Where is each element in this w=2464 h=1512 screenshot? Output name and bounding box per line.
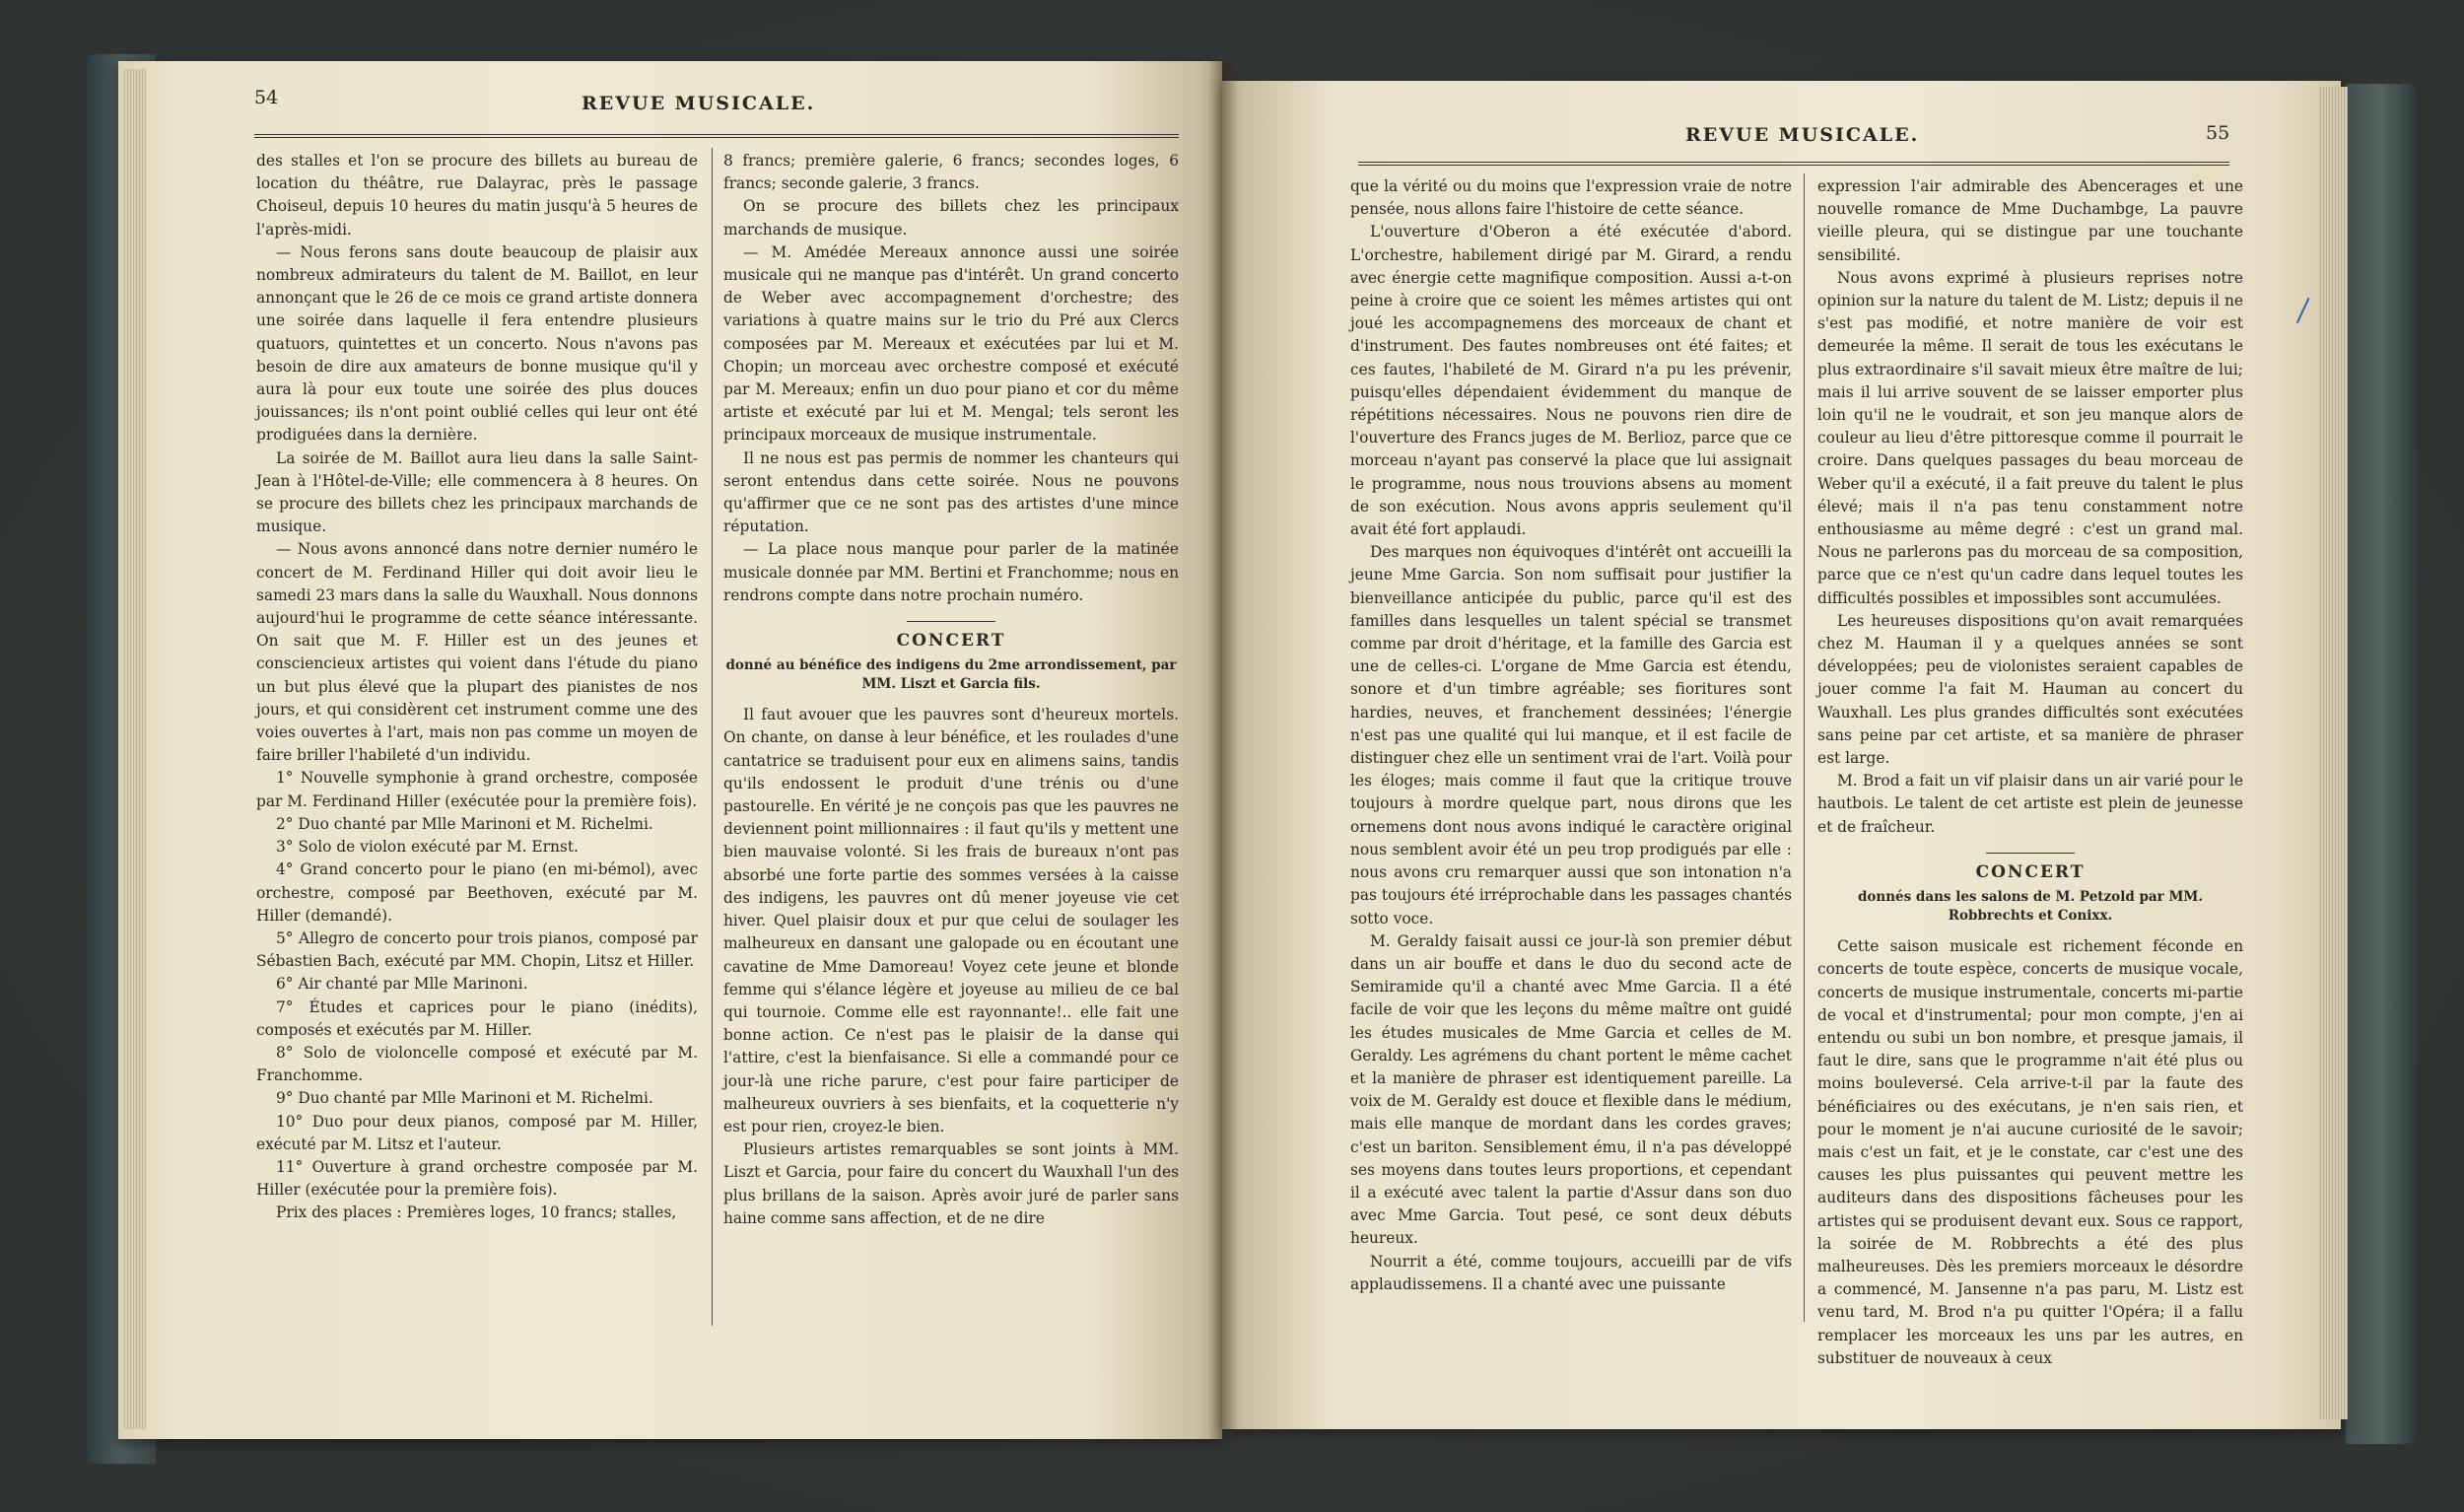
paragraph: M. Brod a fait un vif plaisir dans un air varié pour le hautbois. Le talent de cet artiste est plein de jeunesse et de fraîcheur. [1817,772,2243,836]
paragraph: expression l'air admirable des Abencerages et une nouvelle romance de Mme Duchambge, La pauvre vieille pleura, qui se distingue par une touchante sensibilité. [1817,177,2243,264]
paragraph: Cette saison musicale est richement féconde en concerts de toute espèce, concerts de musique vocale, concerts de musique instrumentale, concerts mi-partie de vocal et d'instrumental; pour mon compte, j'en ai entendu ou subi un bon nombre, et presque jamais, il faut le dire, sans que le programme n'ait été plus ou moins bouleversé. Cela arrive-t-il par la faute des bénéficiaires ou des exécutans, je n'en sais rien, et pour le moment je n'ai aucune curiosité de le savoir; mais c'est un fait, et je le constate, car c'est une des causes les plus puissantes qui peuvent mettre les auditeurs dans des dispositions fâcheuses pour les artistes qui se produisent devant eux. Sous ce rapport, la soirée de M. Robbrechts a été des plus malheureuses. Dès les premiers morceaux le désordre a commencé, M. Jansenne n'a pas paru, M. Listz est venu tard, M. Brod n'a pu quitter l'Opéra; il a fallu remplacer les morceaux les uns par les autres, en substituer de nouveaux à ceux [1817,937,2243,1367]
paragraph: On se procure des billets chez les principaux marchands de musique. [723,197,1179,239]
paragraph: M. Geraldy faisait aussi ce jour-là son premier début dans un air bouffe et dans le duo du second acte de Semiramide qu'il a chanté avec Mme Garcia. Il a été facile de voir que les leçons du même maître ont guidé les études musicales de Mme Garcia et celles de M. Geraldy. Les agrémens du chant portent le même cachet et la manière de phraser est identiquement pareille. La voix de M. Geraldy est douce et flexible dans le médium, mais elle manque de mordant dans les cordes graves; c'est un bariton. Sensiblement ému, il n'a pas développé ses moyens dans toutes leurs proportions, et cependant il a exécuté avec talent la partie d'Assur dans son duo avec Mme Garcia. Tout pesé, ce sont deux débuts heureux. [1350,931,1792,1248]
paragraph: Il ne nous est pas permis de nommer les chanteurs qui seront entendus dans cette soirée. Nous ne pouvons qu'affirmer que ce ne sont pas des artistes d'une mince réputation. [723,448,1179,536]
section-rule [907,621,995,622]
paragraph: 5° Allegro de concerto pour trois pianos, composé par Sébastien Bach, exécuté par MM. Chopin, Litsz et Hiller. [256,928,698,971]
book-gutter [1208,61,1238,1439]
concert-subtitle: donné au bénéfice des indigens du 2me arrondissement, par MM. Liszt et Garcia fils. [725,657,1177,693]
concert-subtitle: donnés dans les salons de M. Petzold par MM. Robbrechts et Conixx. [1857,889,2204,925]
paragraph: 8° Solo de violoncelle composé et exécuté par M. Franchomme. [256,1043,698,1085]
book-cover-right [2346,84,2417,1444]
paragraph: — Nous avons annoncé dans notre dernier numéro le concert de M. Ferdinand Hiller qui doit avoir lieu le samedi 23 mars dans la salle du Wauxhall. Nous donnons aujourd'hui le programme de cette séance intéressante. On sait que M. F. Hiller est un des jeunes et consciencieux artistes qui voient dans l'étude du piano un but plus élevé que la plupart des pianistes de nos jours, et qui considèrent cet instrument comme une des voies ouvertes à l'art, mais non pas comme un moyen de faire briller l'habileté d'un individu. [256,540,698,765]
page-edges-left [122,69,146,1429]
paragraph: Des marques non équivoques d'intérêt ont accueilli la jeune Mme Garcia. Son nom suffisait pour justifier la bienveillance anticipée du public, parce qu'il est des familles dans lesquelles un talent spécial se transmet comme par droit d'héritage, et la famille des Garcia est une de celles-ci. L'organe de Mme Garcia est étendu, sonore et d'un timbre agréable; ses fioritures sont hardies, neuves, et franchement dessinées; l'énergie n'est pas une qualité qui lui manque, et il est facile de distinguer chez elle un sentiment vrai de l'art. Voilà pour les éloges; mais comme il faut que la critique trouve toujours à mordre quelque part, nous dirons que les ornemens dont nous avons indiqué le caractère original nous semblent avoir été un peu trop prodigués par elle : nous avons cru remarquer aussi que son intonation n'a pas toujours été irréprochable dans les passages chantés sotto voce. [1350,543,1792,928]
column-2-bottom-text [1817,935,2243,1370]
paragraph: La soirée de M. Baillot aura lieu dans la salle Saint-Jean à l'Hôtel-de-Ville; elle commencera à 8 heures. On se procure des billets chez les principaux marchands de musique. [256,448,698,536]
left-column-1 [256,150,698,1225]
concert-title: CONCERT [896,631,1006,652]
paragraph: Les heureuses dispositions qu'on avait remarquées chez M. Hauman il y a quelques années se sont développées; peu de violonistes seraient capables de jouer comme l'a fait M. Hauman au concert du Wauxhall. Les plus grandes difficultés sont exécutées sans peine par cet artiste, et sa manière de phraser est large. [1817,611,2243,768]
paragraph: — La place nous manque pour parler de la matinée musicale donnée par MM. Bertini et Franchomme; nous en rendrons compte dans notre prochain numéro. [723,540,1179,604]
concert-title: CONCERT [1975,861,2086,882]
paragraph: Nourrit a été, comme toujours, accueilli par de vifs applaudissemens. Il a chanté avec une puissante [1350,1252,1792,1293]
paragraph: des stalles et l'on se procure des billets au bureau de location du théâtre, rue Dalayrac, près le passage Choiseul, depuis 10 heures du matin jusqu'à 5 heures de l'après-midi. [256,152,698,239]
paragraph: 4° Grand concerto pour le piano (en mi-bémol), avec orchestre, composé par Beethoven, exécuté par M. Hiller (demandé). [256,860,698,925]
right-column-1 [1350,175,1792,1296]
column-2-top-text [1817,175,2243,839]
column-divider [1804,173,1805,1322]
column-2-bottom-text [723,704,1179,1230]
paragraph: 9° Duo chanté par Mlle Marinoni et M. Richelmi. [276,1089,653,1108]
page-number: 55 [2206,122,2230,144]
paragraph: Nous avons exprimé à plusieurs reprises notre opinion sur la nature du talent de M. Listz; depuis il ne s'est pas modifié, et notre manière de voir est demeurée la même. Il serait de tous les exécutans le plus extraordinaire s'il savait mieux être maître de lui; mais il lui arrive souvent de se laisser emporter plus loin qu'il ne le voudrait, et son jeu manque alors de couleur au lieu d'être pittoresque comme il pourrait le croire. Dans quelques passages du beau morceau de Weber qu'il a exécuté, il a fait preuve du talent le plus élevé; mais il n'a pas tenu constamment notre enthousiasme au même degré : c'est un grand mal. Nous ne parlerons pas du morceau de sa composition, parce que ce n'est qu'un cadre dans lequel toutes les difficultés possibles et impossibles sont accumulées. [1817,268,2243,607]
right-column-2 [1817,175,2243,1370]
paragraph: Plusieurs artistes remarquables se sont joints à MM. Liszt et Garcia, pour faire du concert du Wauxhall l'un des plus brillans de la saison. Après avoir juré de parler sans haine comme sans affection, et de ne dire [723,1140,1179,1227]
paragraph: 7° Études et caprices pour le piano (inédits), composés et exécutés par M. Hiller. [256,997,698,1039]
right-page [1222,81,2341,1429]
paragraph: L'ouverture d'Oberon a été exécutée d'abord. L'orchestre, habilement dirigé par M. Girard, a rendu avec énergie cette magnifique composition. Aussi a-t-on peine à croire que ce soient les mêmes artistes qui ont joué les accompagnemens des morceaux de chant et d'instrument. Des fautes nombreuses ont été faites; et ces fautes, l'habileté de M. Girard n'a pu les prévenir, puisqu'elles dépendaient évidemment du manque de répétitions nécessaires. Nous ne pouvons rien dire de l'ouverture des Francs juges de M. Berlioz, parce que ce morceau n'ayant pas conservé la place que lui assignait le programme, nous nous trouvions absens au moment de son exécution. Nous avons appris seulement qu'il avait été fort applaudi. [1350,223,1792,539]
left-page [118,61,1222,1439]
paragraph: 8 francs; première galerie, 6 francs; secondes loges, 6 francs; seconde galerie, 3 francs. [723,152,1179,193]
paragraph: que la vérité ou du moins que l'expression vraie de notre pensée, nous allons faire l'histoire de cette séance. [1350,177,1792,219]
column-2-top-text [723,150,1179,607]
header-rule [1358,162,2229,166]
paragraph: 3° Solo de violon exécuté par M. Ernst. [276,838,579,857]
page-edges-right [2318,87,2348,1419]
section-rule [1986,853,2075,854]
paragraph: 11° Ouverture à grand orchestre composée par M. Hiller (exécutée pour la première fois). [256,1157,698,1200]
header-rule [254,134,1179,138]
paragraph: 6° Air chanté par Mlle Marinoni. [276,975,528,994]
column-divider [712,148,713,1326]
paragraph: 2° Duo chanté par Mlle Marinoni et M. Richelmi. [276,814,653,833]
page-number: 54 [254,87,279,108]
left-column-2 [723,150,1179,1230]
paragraph: Prix des places : Premières loges, 10 francs; stalles, [276,1203,677,1222]
paragraph: 10° Duo pour deux pianos, composé par M. Hiller, exécuté par M. Litsz et l'auteur. [256,1112,698,1153]
paragraph: — M. Amédée Mereaux annonce aussi une soirée musicale qui ne manque pas d'intérêt. Un grand concerto de Weber avec accompagnement d'orchestre; des variations à quatre mains sur le trio du Pré aux Clercs composées par M. Mereaux et exécutées par lui et M. Chopin; un morceau avec orchestre composé et exécuté par M. Mereaux; enfin un duo pour piano et cor du même artiste et exécuté par lui et M. Mengal; tels seront les principaux morceaux de musique instrumentale. [723,242,1179,445]
paragraph: 1° Nouvelle symphonie à grand orchestre, composée par M. Ferdinand Hiller (exécutée pour la première fois). [256,769,698,810]
running-head: REVUE MUSICALE. [1685,124,1920,146]
running-head: REVUE MUSICALE. [582,93,816,114]
paragraph: Il faut avouer que les pauvres sont d'heureux mortels. On chante, on danse à leur bénéfice, et les roulades d'une cantatrice se traduisent pour eux en alimens sains, tandis qu'ils endossent le produit d'une trénis ou d'une pastourelle. En vérité je ne conçois pas que les pauvres ne deviennent point millionnaires : il faut qu'ils y mettent une bien mauvaise volonté. Si les frais de bureaux n'ont pas absorbé une forte partie des sommes versées à la caisse des indigens, les pauvres ont dû mener joyeuse vie cet hiver. Quel plaisir doux et pur que celui de soulager les malheureux en dansant une galopade ou en écoutant une cavatine de Mme Damoreau! Voyez cete jeune et blonde femme qui s'élance légère et joyeuse au milieu de ce bal qui tournoie. Comme elle est rayonnante!.. elle fait une bonne action. Ce n'est pas le plaisir de la danse qui l'attire, c'est la bienfaisance. Si elle a commandé pour ce jour-là une riche parure, c'est pour faire participer de malheureux ouvriers à ses bienfaits, et la coquetterie n'y est pour rien, croyez-le bien. [723,706,1179,1135]
paragraph: — Nous ferons sans doute beaucoup de plaisir aux nombreux admirateurs du talent de M. Baillot, en leur annonçant que le 26 de ce mois ce grand artiste donnera une soirée dans laquelle il fera entendre plusieurs quatuors, quintettes et un concerto. Nous n'avons pas besoin de dire aux amateurs de bonne musique qu'il y aura là pour eux toute une soirée des plus douces jouissances; ils n'ont point oublié celles qui leur ont été prodiguées dans la dernière. [256,242,698,445]
